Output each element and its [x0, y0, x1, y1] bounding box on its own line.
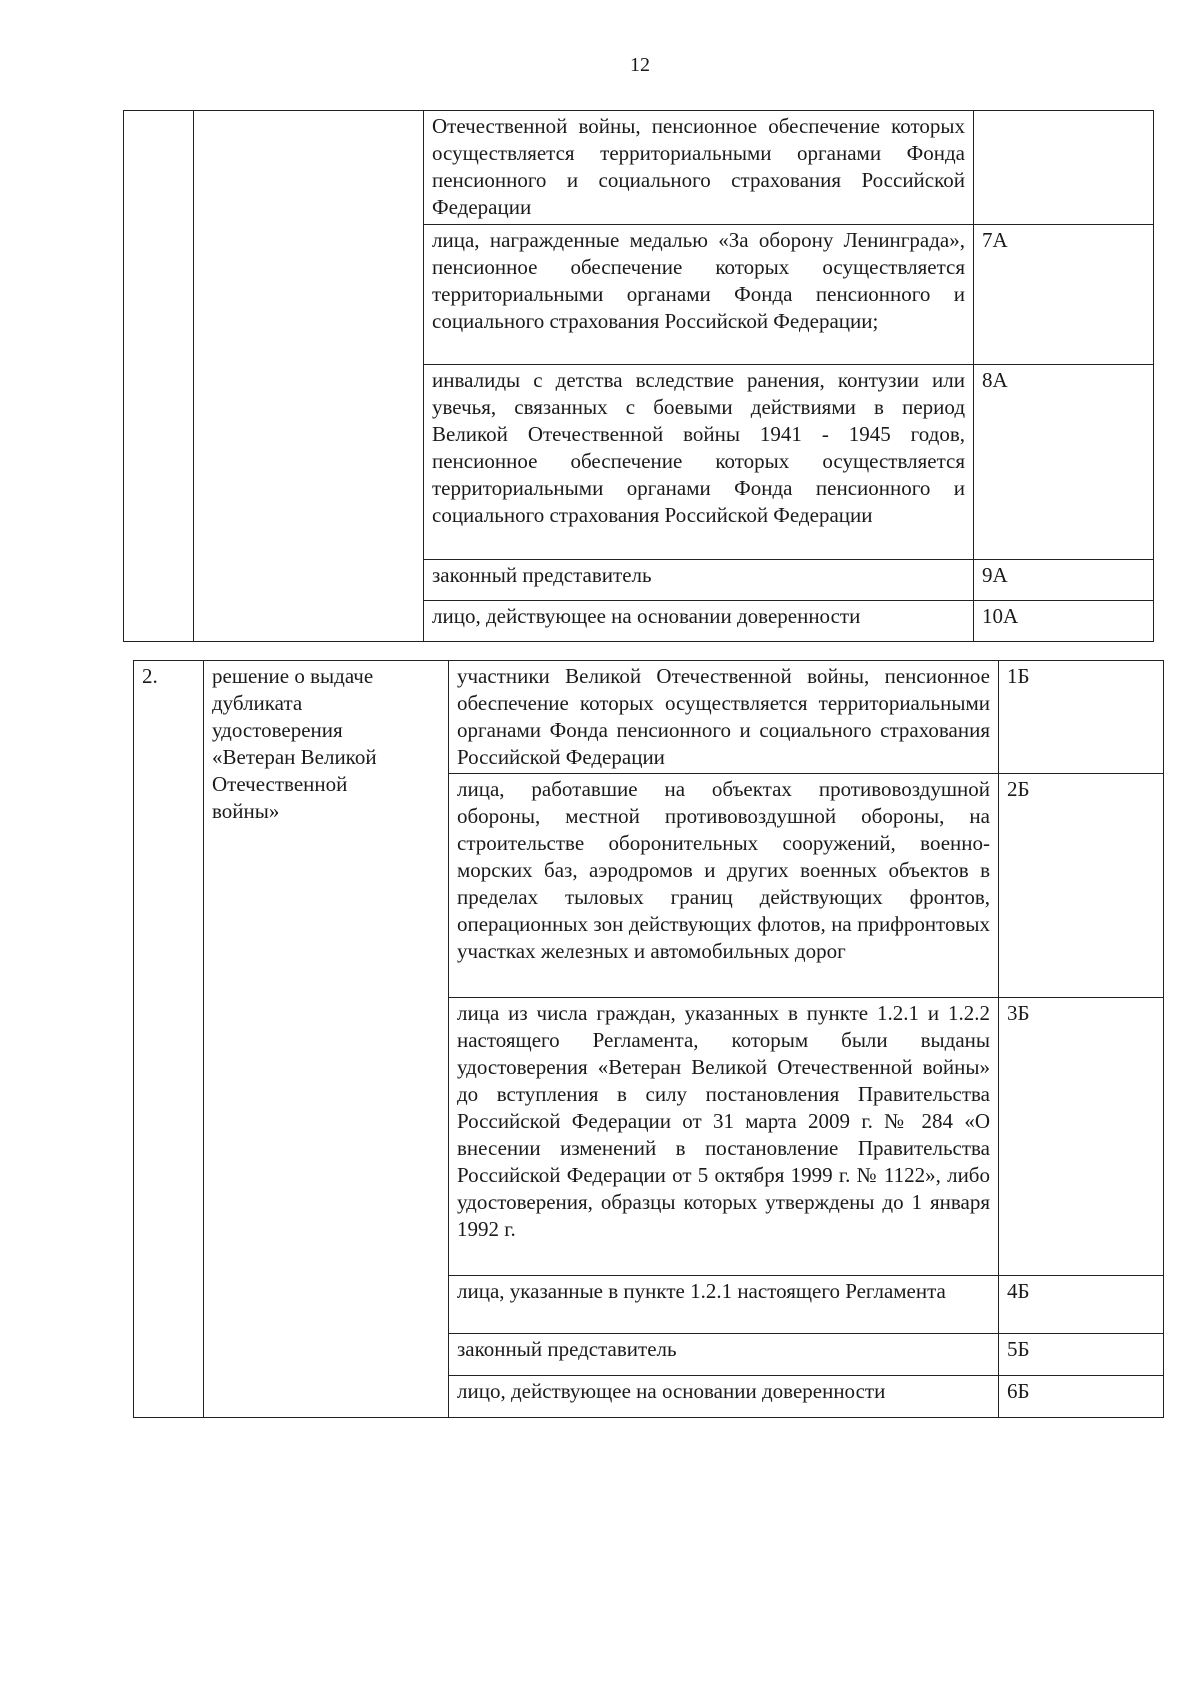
- service-name-line: «Ветеран Великой: [212, 745, 377, 769]
- applicant-description: лицо, действующее на основании доверенности: [424, 601, 974, 642]
- table-row: [134, 661, 1164, 774]
- applicant-description: лицо, действующее на основании доверенности: [449, 1376, 999, 1418]
- table-row: [124, 111, 1154, 225]
- applicant-code: 1Б: [999, 661, 1164, 774]
- service-name-line: удостоверения: [212, 718, 343, 742]
- applicant-code: [974, 111, 1154, 225]
- applicant-description: лица из числа граждан, указанных в пункте 1.2.1 и 1.2.2 настоящего Регламента, которым были выданы удостоверения «Ветеран Великой Отечественной войны» до вступления в силу постановления Правительства Российской Федерации от 31 марта 2009 г. № 284 «О внесении изменений в постановление Правительства Российской Федерации от 5 октября 1999 г. № 1122», либо удостоверения, образцы которых утверждены до 1 января 1992 г.: [449, 998, 999, 1276]
- service-name-line: решение о выдаче: [212, 664, 374, 688]
- applicant-description: Отечественной войны, пенсионное обеспечение которых осуществляется территориальными органами Фонда пенсионного и социального страхования Российской Федерации: [424, 111, 974, 225]
- applicant-description: законный представитель: [424, 560, 974, 601]
- applicant-code: 7А: [974, 225, 1154, 365]
- applicant-code: 10А: [974, 601, 1154, 642]
- service-name-line: Отечественной: [212, 772, 348, 796]
- applicant-description: участники Великой Отечественной войны, пенсионное обеспечение которых осуществляется территориальными органами Фонда пенсионного и социального страхования Российской Федерации: [449, 661, 999, 774]
- number-cell: [124, 111, 194, 642]
- section-number: 2.: [134, 661, 204, 1418]
- applicant-code: 4Б: [999, 1276, 1164, 1334]
- applicant-description: лица, работавшие на объектах противовоздушной обороны, местной противовоздушной обороны, на строительстве оборонительных сооружений, военно-морских баз, аэродромов и других военных объектов в пределах тыловых границ действующих фронтов, операционных зон действующих флотов, на прифронтовых участках железных и автомобильных дорог: [449, 774, 999, 998]
- applicant-code: 8А: [974, 365, 1154, 560]
- page-number: 12: [630, 54, 650, 76]
- applicant-code: 6Б: [999, 1376, 1164, 1418]
- service-name-line: дубликата: [212, 691, 303, 715]
- section-2-table: [133, 660, 1164, 1418]
- applicant-code: 3Б: [999, 998, 1164, 1276]
- service-name: [204, 661, 449, 1418]
- applicant-code: 5Б: [999, 1334, 1164, 1376]
- continuation-table: [123, 110, 1154, 642]
- applicant-code: 2Б: [999, 774, 1164, 998]
- service-cell: [194, 111, 424, 642]
- applicant-description: лица, награжденные медалью «За оборону Ленинграда», пенсионное обеспечение которых осуществляется территориальными органами Фонда пенсионного и социального страхования Российской Федерации;: [424, 225, 974, 365]
- applicant-description: инвалиды с детства вследствие ранения, контузии или увечья, связанных с боевыми действиями в период Великой Отечественной войны 1941 - 1945 годов, пенсионное обеспечение которых осуществляется территориальными органами Фонда пенсионного и социального страхования Российской Федерации: [424, 365, 974, 560]
- service-name-line: войны»: [212, 799, 280, 823]
- applicant-description: лица, указанные в пункте 1.2.1 настоящего Регламента: [449, 1276, 999, 1334]
- applicant-code: 9А: [974, 560, 1154, 601]
- applicant-description: законный представитель: [449, 1334, 999, 1376]
